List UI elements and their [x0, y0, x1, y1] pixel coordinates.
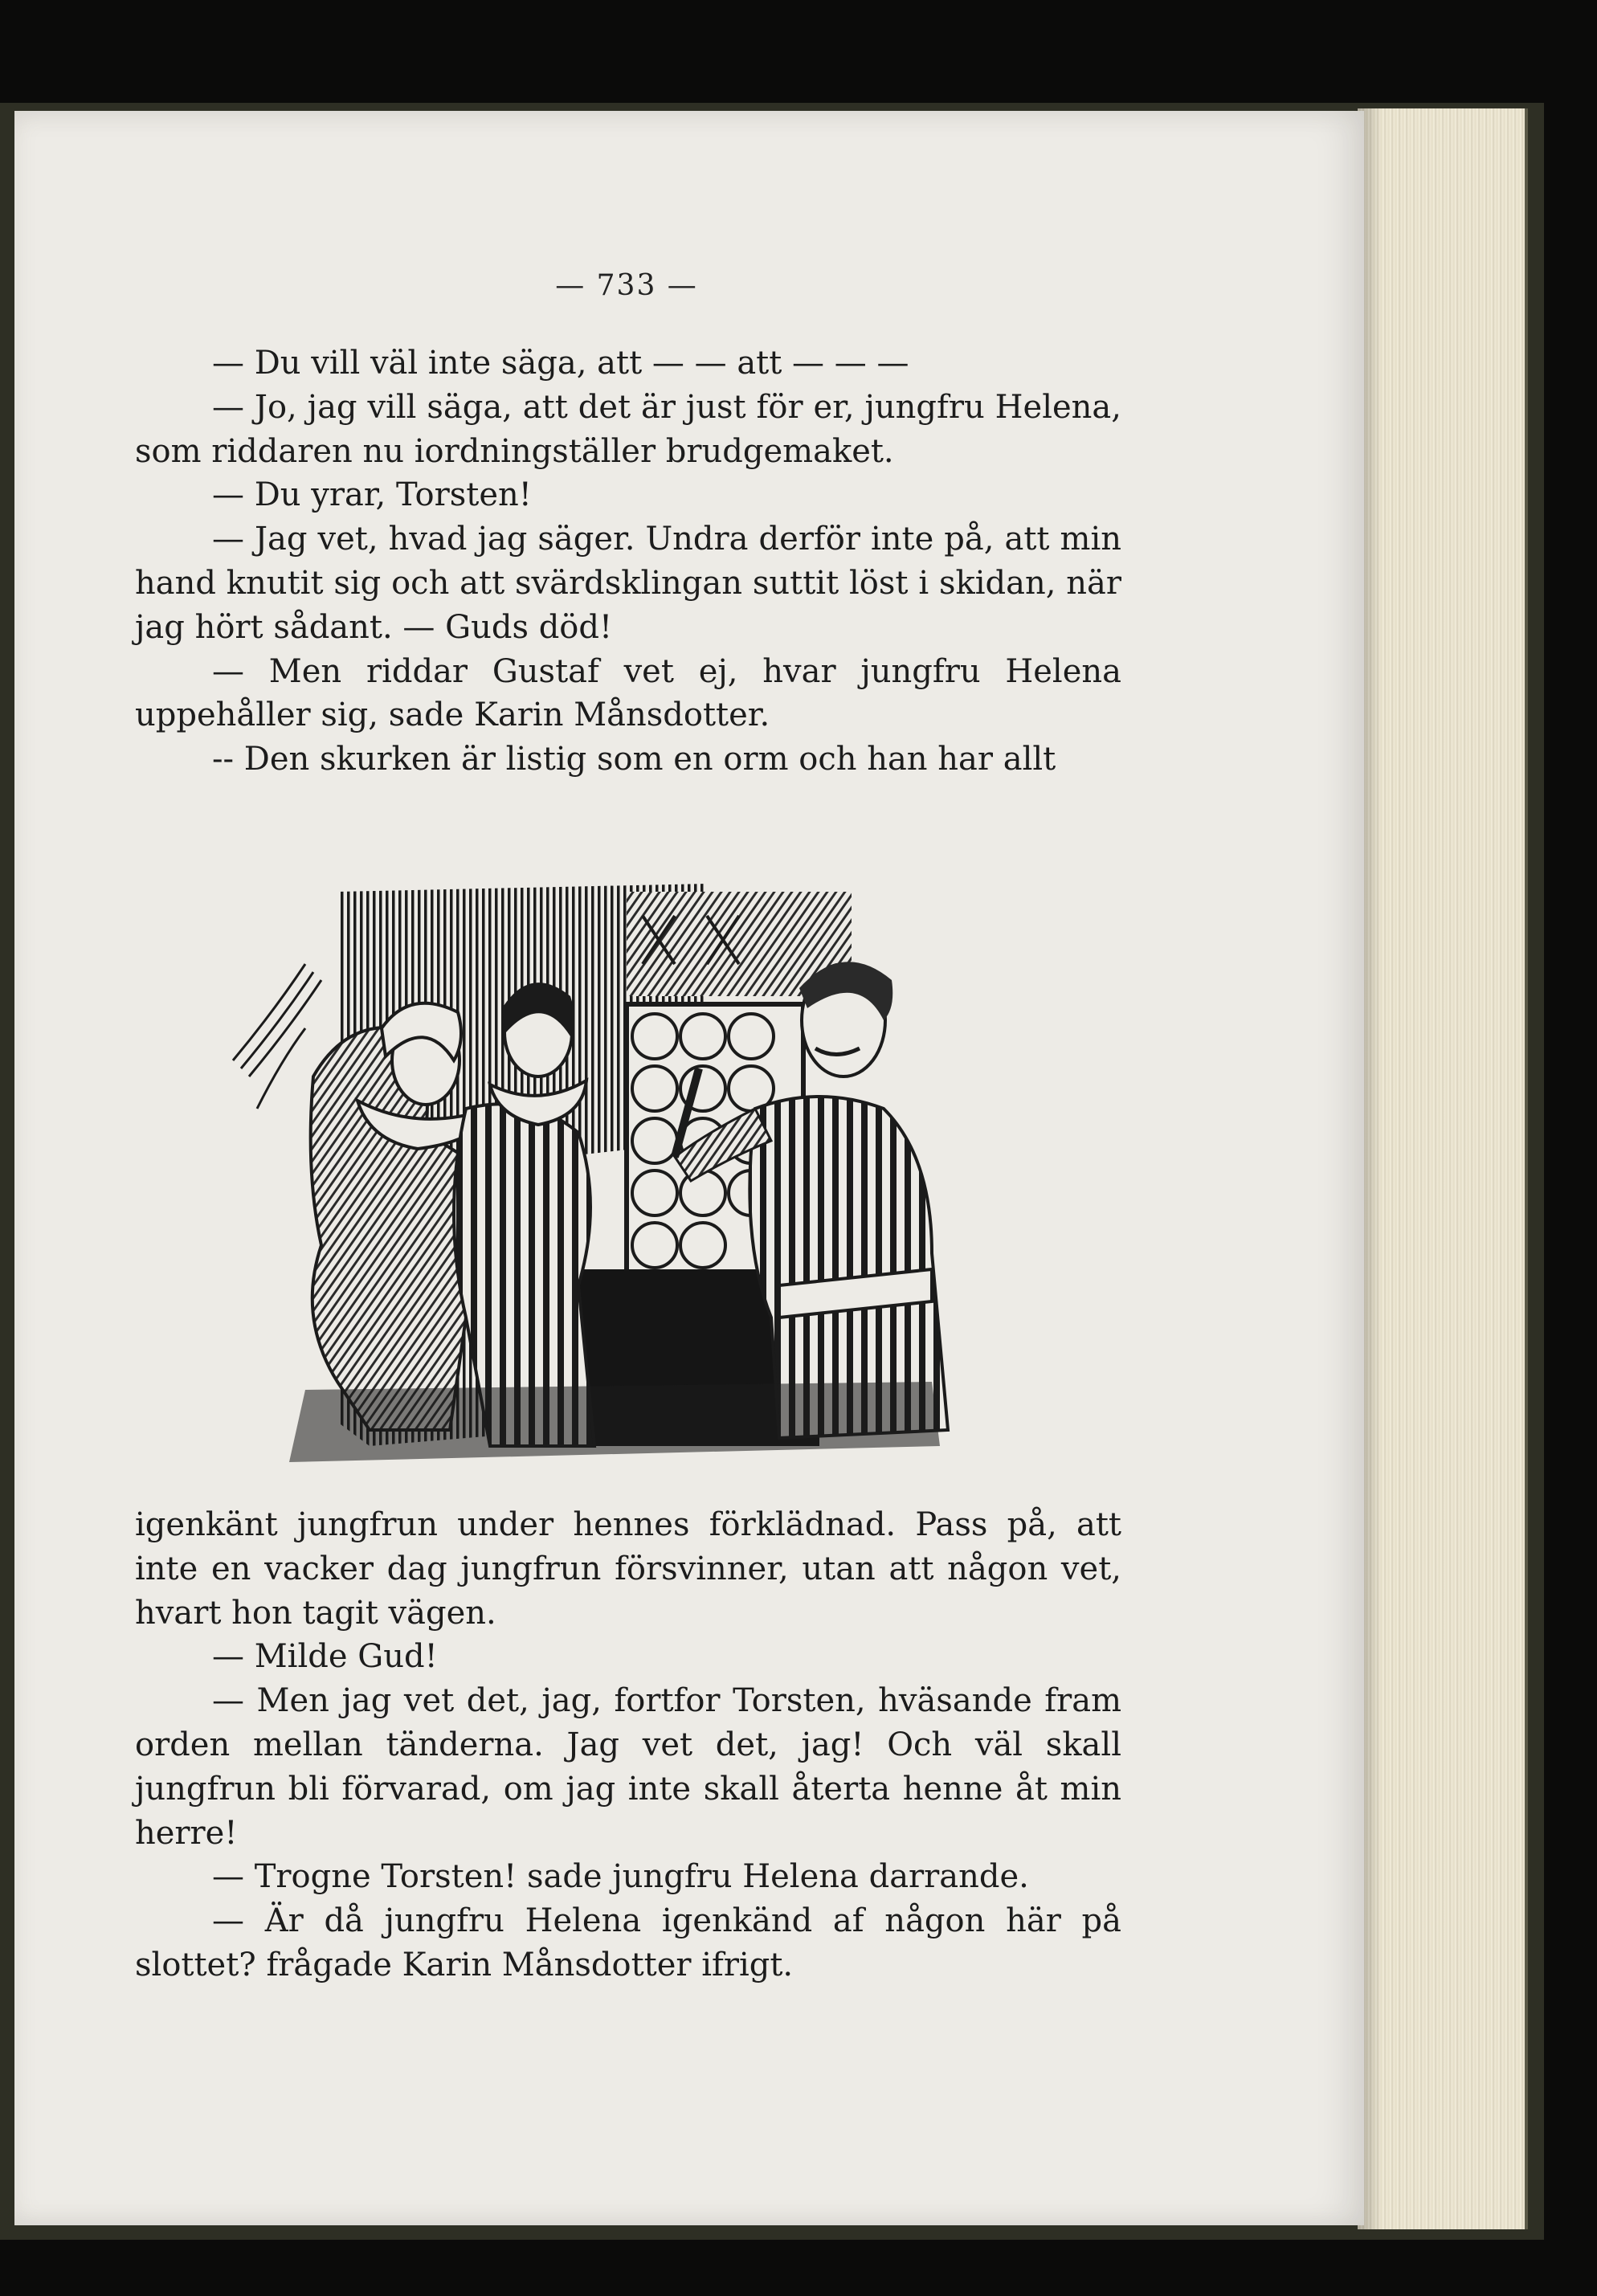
paragraph: — Du vill väl inte säga, att — — att — — —: [212, 345, 909, 382]
paragraph: igenkänt jungfrun under hennes förklädnad. Pass på, att inte en vacker dag jungfrun försvinner, utan att någon vet, hvart hon tagit vägen.: [135, 1506, 1121, 1632]
text-block-bottom: [135, 1503, 1121, 1988]
paragraph: — Jo, jag vill säga, att det är just för er, jungfru Helena, som riddaren nu iordningställer brudgemaket.: [135, 388, 1121, 470]
page-edges: [1358, 108, 1528, 2229]
curtain-strokes: [233, 964, 321, 1109]
paragraph: — Men riddar Gustaf vet ej, hvar jungfru Helena uppehåller sig, sade Karin Månsdotter.: [135, 652, 1121, 734]
paragraph: — Är då jungfru Helena igenkänd af någon här på slottet? frågade Karin Månsdotter ifrigt.: [135, 1902, 1121, 1983]
paragraph: — Jag vet, hvad jag säger. Undra derför inte på, att min hand knutit sig och att svärdsklingan suttit löst i skidan, när jag hört sådant. — Guds död!: [135, 521, 1121, 646]
paragraph: -- Den skurken är listig som en orm och han har allt: [212, 741, 1056, 778]
paragraph: — Milde Gud!: [212, 1638, 438, 1676]
paragraph: — Trogne Torsten! sade jungfru Helena darrande.: [212, 1858, 1029, 1896]
engraving-illustration: [225, 868, 1020, 1478]
paragraph: — Men jag vet det, jag, fortfor Torsten, hväsande fram orden mellan tänderna. Jag vet det, jag! Och väl skall jungfrun bli förvarad, om jag inte skall återta henne åt min herre!: [135, 1682, 1121, 1852]
text-block-top: [135, 341, 1121, 782]
paragraph: — Du yrar, Torsten!: [212, 476, 532, 514]
page-number: — 733 —: [555, 269, 698, 302]
